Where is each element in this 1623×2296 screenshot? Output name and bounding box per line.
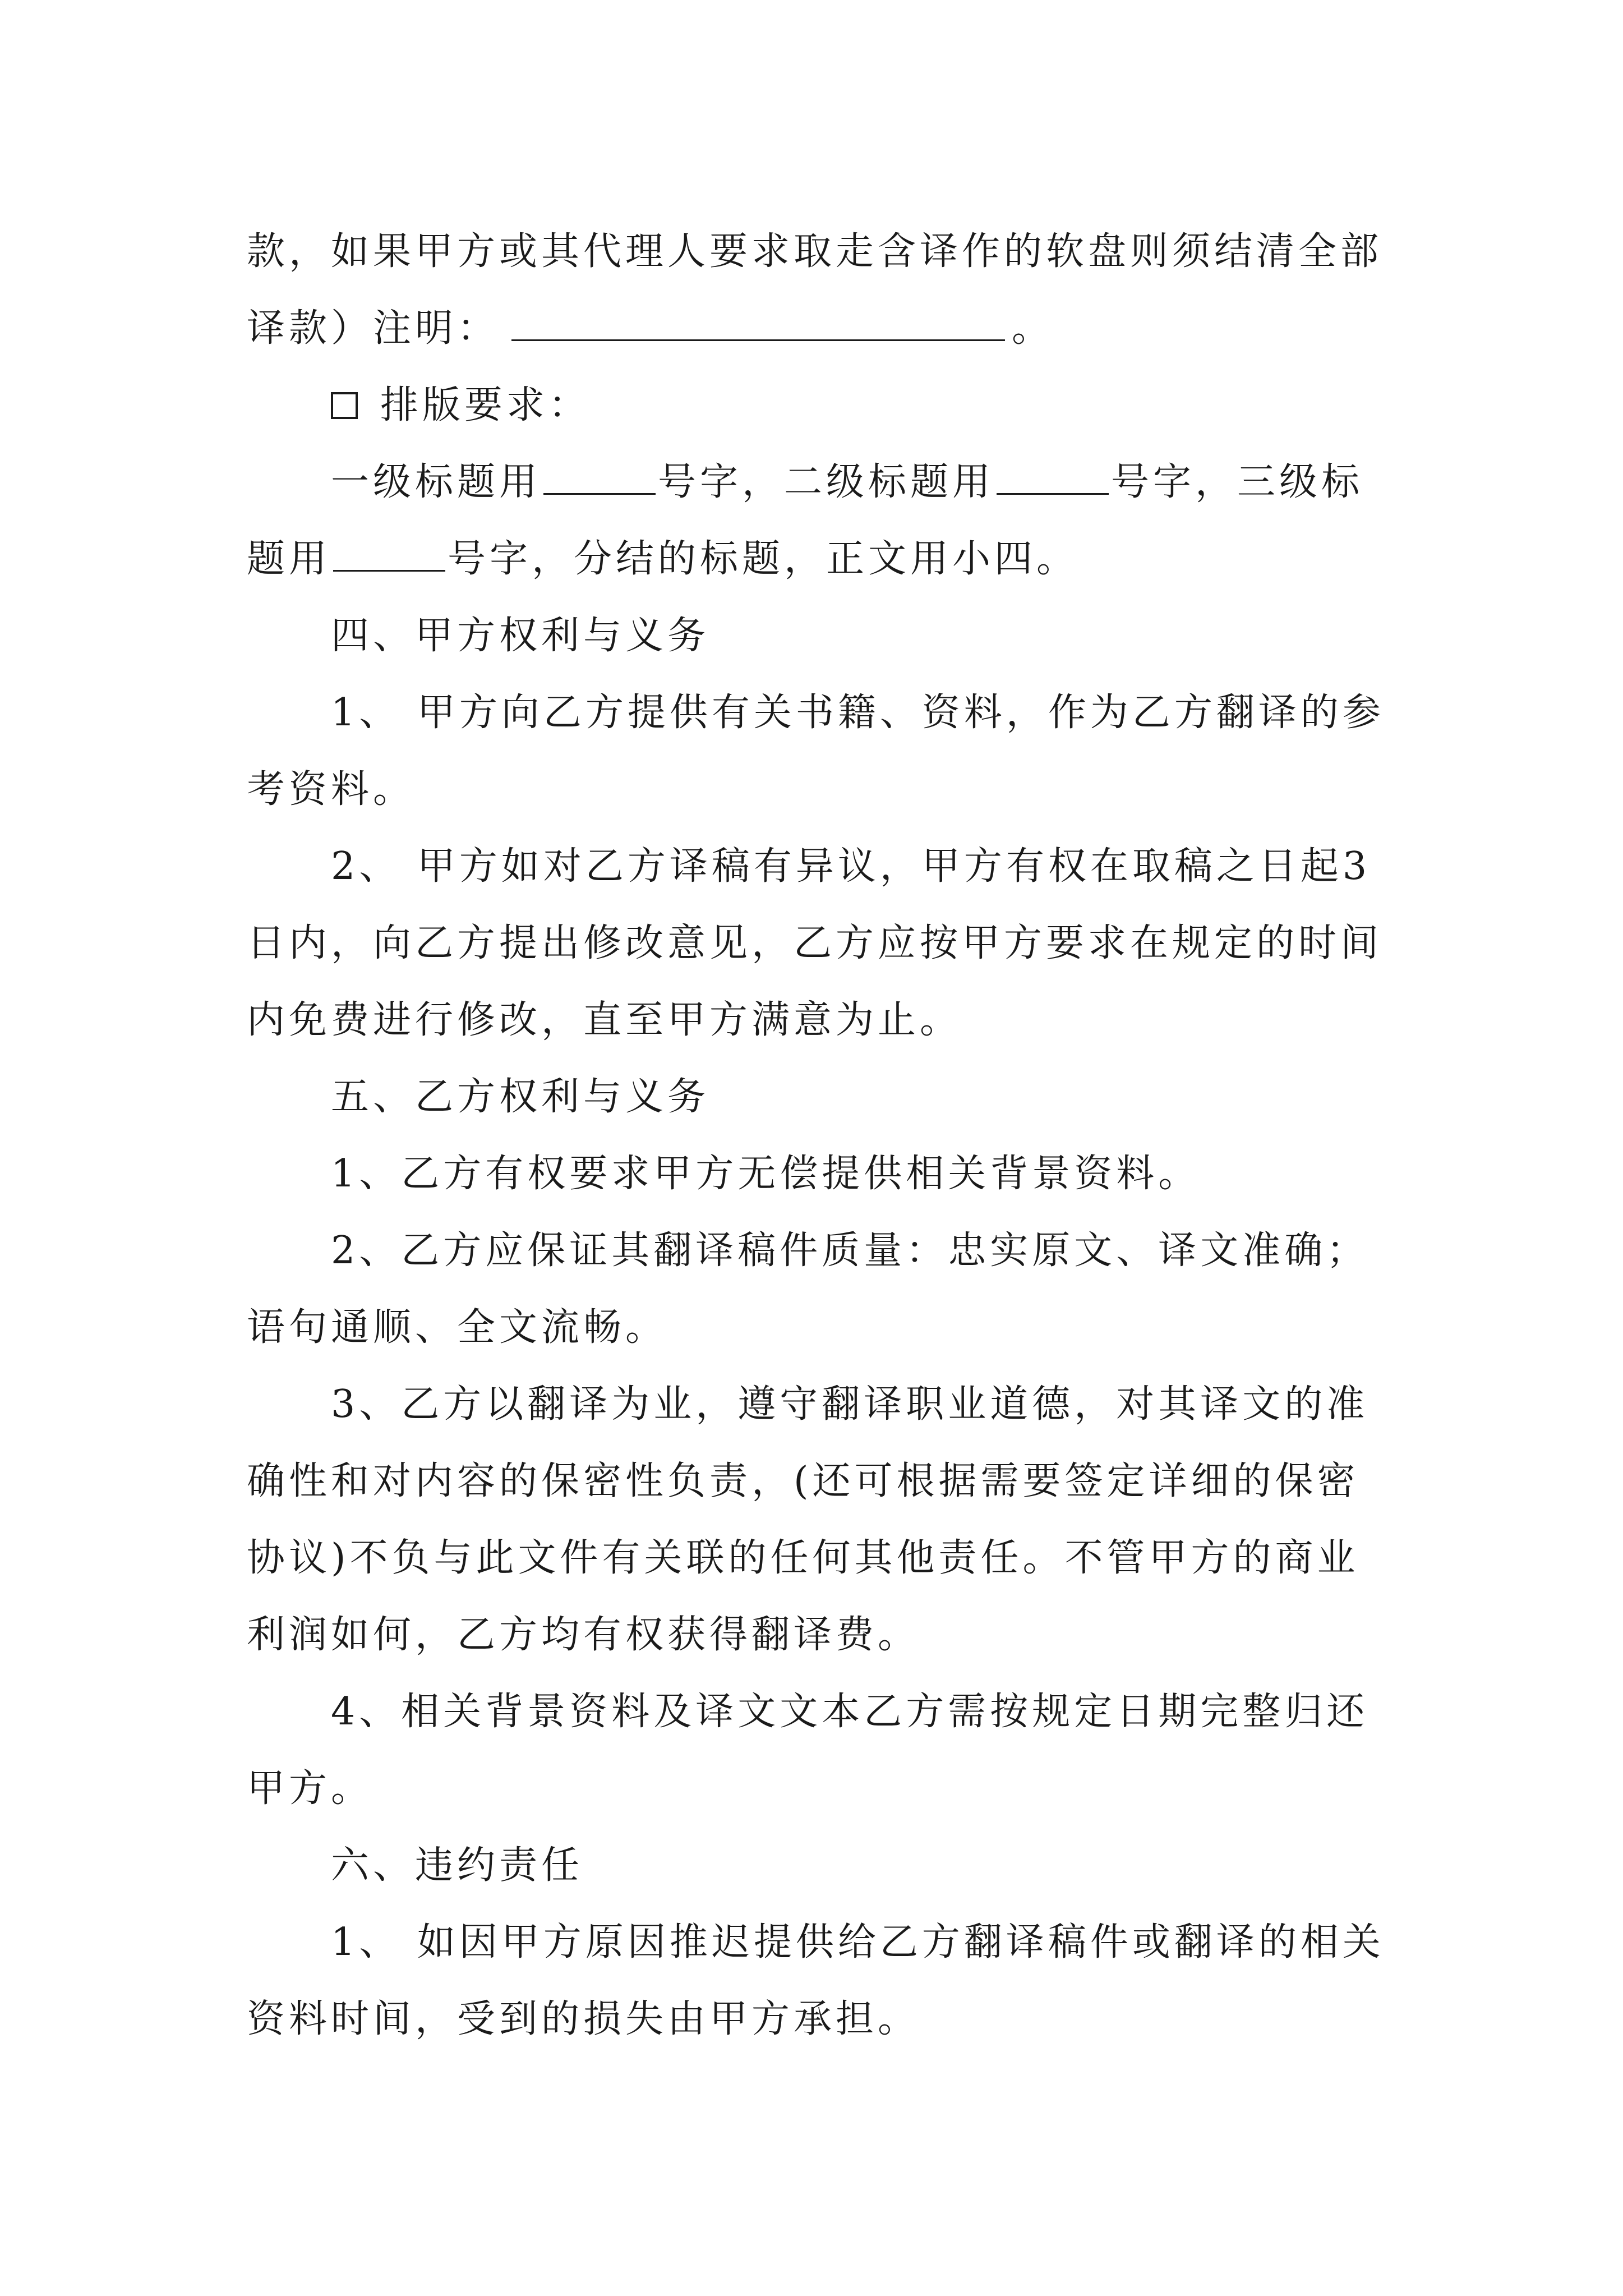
clause-5-3: 3、乙方以翻译为业，遵守翻译职业道德，对其译文的准确性和对内容的保密性负责，(还可根据需要签定详细的保密协议)不负与此文件有关联的任何其他责任。不管甲方的商业利润如何，乙方均有权获得翻译费。 (247, 1382, 1369, 1657)
heading-level-2-text: 号字，二级标题用 (658, 460, 995, 504)
document-body (247, 213, 1385, 2058)
typesetting-label: 排版要求： (380, 383, 591, 427)
clause-6-1: 1、 如因甲方原因推迟提供给乙方翻译稿件或翻译的相关资料时间，受到的损失由甲方承担。 (247, 1920, 1385, 2041)
typesetting-checkbox[interactable] (331, 392, 358, 419)
section-heading-6: 六、违约责任 (331, 1843, 584, 1888)
heading-level-2-blank[interactable] (997, 459, 1109, 495)
clause-5-2: 2、乙方应保证其翻译稿件质量：忠实原文、译文准确；语句通顺、全文流畅。 (247, 1228, 1369, 1350)
paragraph-heading-sizes (247, 444, 1385, 597)
clause-4-2: 2、 甲方如对乙方译稿有异议，甲方有权在取稿之日起3日内，向乙方提出修改意见，乙方应按甲方要求在规定的时间内免费进行修改，直至甲方满意为止。 (247, 844, 1383, 1042)
payment-note-end: 。 (1012, 306, 1054, 351)
payment-note-text: 款，如果甲方或其代理人要求取走含译作的软盘则须结清全部译款）注明： (247, 229, 1383, 351)
paragraph-typesetting (247, 367, 1385, 444)
heading-level-3-blank[interactable] (333, 536, 445, 572)
section-heading-5: 五、乙方权利与义务 (331, 1075, 710, 1119)
note-blank-line[interactable] (511, 306, 1005, 341)
heading-level-3-text: 号字，三级标题用 (247, 460, 1364, 581)
clause-5-1: 1、乙方有权要求甲方无偿提供相关背景资料。 (331, 1152, 1201, 1196)
heading-level-1-text: 一级标题用 (331, 460, 542, 504)
clause-5-4: 4、相关背景资料及译文文本乙方需按规定日期完整归还甲方。 (247, 1690, 1369, 1811)
heading-rest-text: 号字，分结的标题，正文用小四。 (448, 537, 1079, 581)
clause-4-1: 1、 甲方向乙方提供有关书籍、资料，作为乙方翻译的参考资料。 (247, 691, 1385, 812)
heading-level-1-blank[interactable] (543, 459, 656, 495)
section-heading-4: 四、甲方权利与义务 (331, 614, 710, 658)
paragraph-payment-note (247, 213, 1385, 367)
